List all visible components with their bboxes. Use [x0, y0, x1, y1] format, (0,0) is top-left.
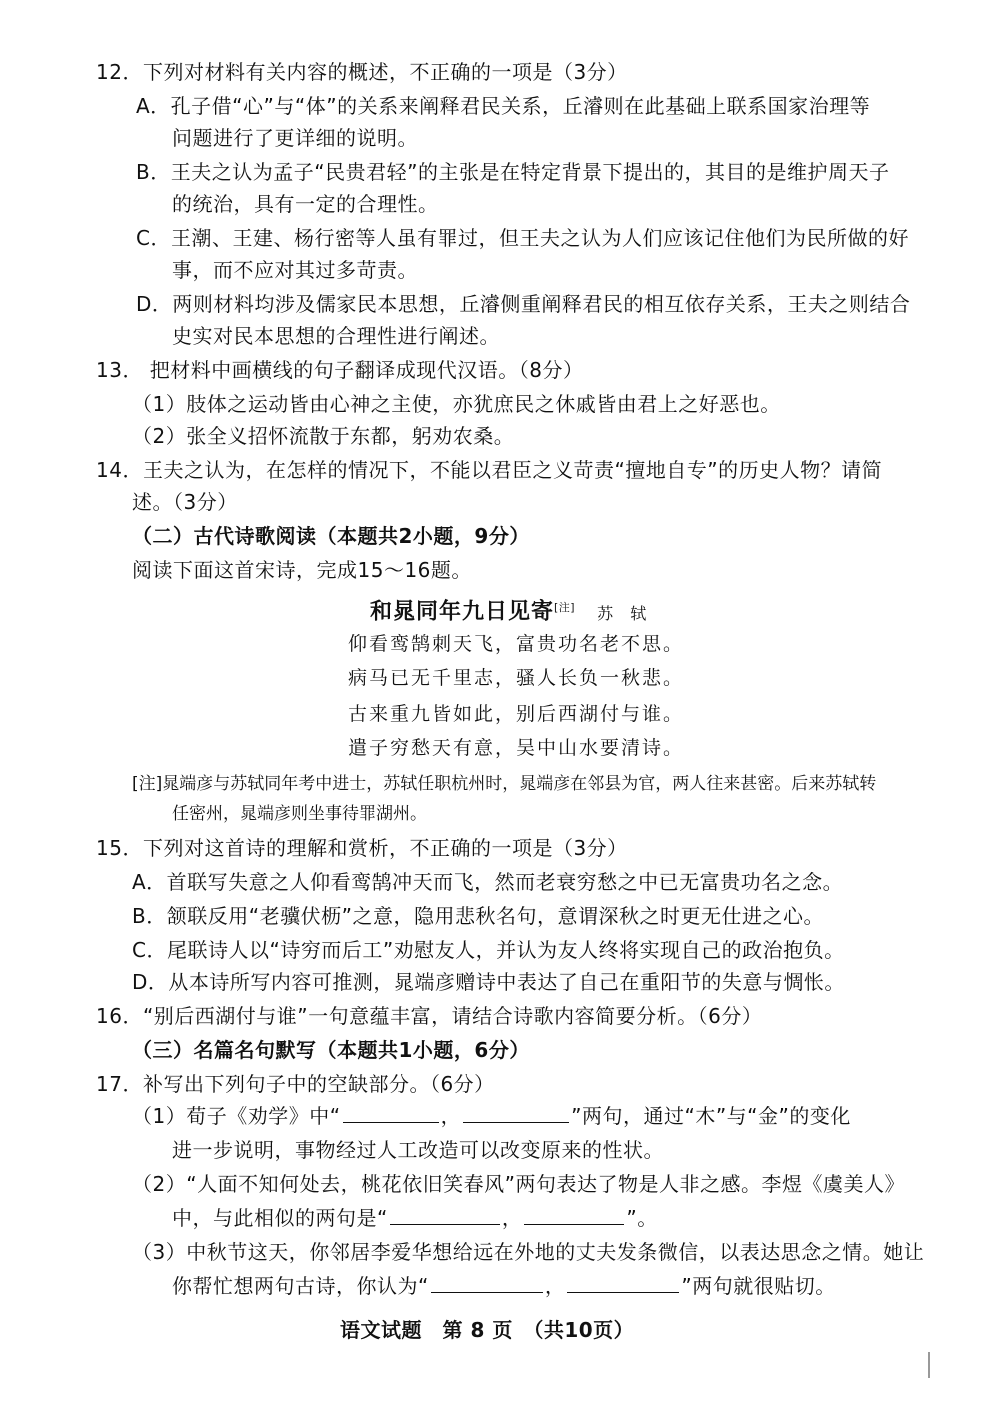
- poem-line-3: 古来重九皆如此，别后西湖付与谁。: [348, 703, 685, 725]
- q15-option-a: A．首联写失意之人仰看鸾鹄冲天而飞，然而老衰穷愁之中已无富贵功名之念。: [132, 870, 844, 894]
- q17-part1-prefix: （1）荀子《劝学》中“: [132, 1104, 341, 1128]
- q12-option-c-line1: C．王潮、王建、杨行密等人虽有罪过，但王夫之认为人们应该记住他们为民所做的好: [136, 226, 909, 250]
- poem-author: 苏 轼: [597, 603, 653, 623]
- q17-part1-blank-1[interactable]: [343, 1102, 439, 1123]
- poem-line-1: 仰看鸾鹄刺天飞，富贵功名老不思。: [348, 633, 685, 655]
- q17-part1-line1: [132, 1102, 851, 1130]
- q17-part3-blank-2[interactable]: [567, 1272, 679, 1293]
- q17-part3-separator: ，: [544, 1274, 566, 1298]
- poem-line-2: 病马已无千里志，骚人长负一秋悲。: [348, 667, 685, 689]
- q13-stem: 13． 把材料中画横线的句子翻译成现代汉语。（8分）: [96, 358, 584, 382]
- q12-option-d-line1: D．两则材料均涉及儒家民本思想，丘濬侧重阐释君民的相互依存关系，王夫之则结合: [136, 292, 911, 316]
- q14-line2: 述。（3分）: [132, 490, 238, 514]
- q17-stem: 17．补写出下列句子中的空缺部分。（6分）: [96, 1072, 495, 1096]
- q12-option-a-line1: A．孔子借“心”与“体”的关系来阐释君民关系，丘濬则在此基础上联系国家治理等: [136, 94, 871, 118]
- q17-part1-separator: ，: [440, 1104, 462, 1128]
- poem-title: 和晁同年九日见寄: [370, 599, 555, 625]
- q17-part2-separator: ，: [501, 1206, 523, 1230]
- q15-option-d: D．从本诗所写内容可推测，晁端彦赠诗中表达了自己在重阳节的失意与惆怅。: [132, 970, 845, 994]
- q13-sentence-2: （2）张全义招怀流散于东都，躬劝农桑。: [132, 424, 515, 448]
- q17-part3-line1: （3）中秋节这天，你邻居李爱华想给远在外地的丈夫发条微信，以表达思念之情。她让: [132, 1240, 925, 1264]
- q17-part3-prefix: 你帮忙想两句古诗，你认为“: [172, 1274, 429, 1298]
- q15-stem: 15．下列对这首诗的理解和赏析，不正确的一项是（3分）: [96, 836, 628, 860]
- poem-footnote-line1: [注]晁端彦与苏轼同年考中进士，苏轼任职杭州时，晁端彦在邻县为官，两人往来甚密。后来苏轼转: [132, 774, 877, 794]
- q14-line1: 14．王夫之认为，在怎样的情况下，不能以君臣之义苛责“擅地自专”的历史人物？请简: [96, 458, 883, 482]
- q13-sentence-1: （1）肢体之运动皆由心神之主使，亦犹庶民之休戚皆由君上之好恶也。: [132, 392, 781, 416]
- q12-option-c-line2: 事，而不应对其过多苛责。: [172, 258, 418, 282]
- q17-part2-blank-1[interactable]: [390, 1204, 500, 1225]
- q17-part3-suffix: ”两句就很贴切。: [681, 1274, 836, 1298]
- section2-intro: 阅读下面这首宋诗，完成15～16题。: [132, 558, 472, 582]
- page-footer: 语文试题 第 8 页 （共10页）: [340, 1318, 635, 1342]
- q12-stem: 12．下列对材料有关内容的概述，不正确的一项是（3分）: [96, 60, 628, 84]
- poem-footnote-line2: 任密州，晁端彦则坐事待罪湖州。: [172, 804, 427, 824]
- q17-part2-suffix: ”。: [626, 1206, 658, 1230]
- q17-part1-line2: 进一步说明，事物经过人工改造可以改变原来的性状。: [172, 1138, 664, 1162]
- poem-title-row: [370, 594, 652, 628]
- q17-part2-line1: （2）“人面不知何处去，桃花依旧笑春风”两句表达了物是人非之感。李煜《虞美人》: [132, 1172, 905, 1196]
- q12-option-b-line1: B．王夫之认为孟子“民贵君轻”的主张是在特定背景下提出的，其目的是维护周天子: [136, 160, 890, 184]
- q15-option-c: C．尾联诗人以“诗穷而后工”劝慰友人，并认为友人终将实现自己的政治抱负。: [132, 938, 845, 962]
- section3-heading: （三）名篇名句默写（本题共1小题，6分）: [132, 1038, 530, 1062]
- poem-line-4: 遣子穷愁天有意，吴中山水要清诗。: [348, 737, 685, 759]
- q17-part2-prefix: 中，与此相似的两句是“: [172, 1206, 388, 1230]
- q17-part1-blank-2[interactable]: [463, 1102, 569, 1123]
- q17-part3-blank-1[interactable]: [431, 1272, 543, 1293]
- q12-option-a-line2: 问题进行了更详细的说明。: [172, 126, 418, 150]
- q17-part2-blank-2[interactable]: [524, 1204, 624, 1225]
- q16-stem: 16．“别后西湖付与谁”一句意蕴丰富，请结合诗歌内容简要分析。（6分）: [96, 1004, 763, 1028]
- q12-option-d-line2: 史实对民本思想的合理性进行阐述。: [172, 324, 500, 348]
- scan-edge-mark: [928, 1352, 930, 1378]
- q17-part1-suffix: ”两句，通过“木”与“金”的变化: [571, 1104, 851, 1128]
- q15-option-b: B．颔联反用“老骥伏枥”之意，隐用悲秋名句，意谓深秋之时更无仕进之心。: [132, 904, 824, 928]
- section2-heading: （二）古代诗歌阅读（本题共2小题，9分）: [132, 524, 530, 548]
- q12-option-b-line2: 的统治，具有一定的合理性。: [172, 192, 439, 216]
- q17-part3-line2: [172, 1272, 836, 1300]
- poem-note-mark: [注]: [554, 601, 576, 614]
- q17-part2-line2: [172, 1204, 658, 1232]
